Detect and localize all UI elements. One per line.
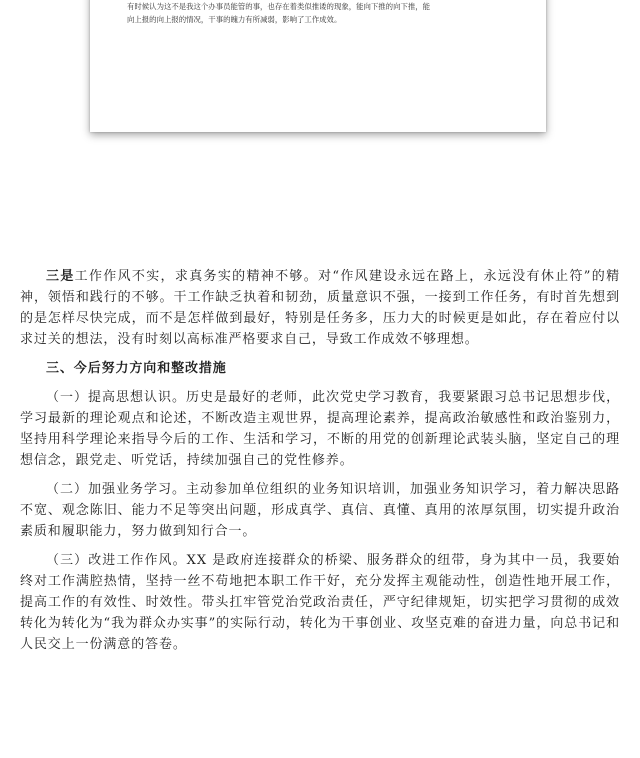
section-heading-3: 三、今后努力方向和整改措施	[46, 361, 227, 376]
paragraph-measure-1: （一）提高思想认识。历史是最好的老师，此次党史学习教育，我要紧跟习总书记思想步伐，学习最新的理论观点和论述，不断改造主观世界，提高理论素养，提高政治敏感性和政治鉴别力，坚持用科学理论来指导今后的工作、生活和学习，不断的用党的创新理论武装头脑，坚定自己的理想信念，跟党走、听党话，持续加强自己的党性修养。	[20, 390, 620, 468]
paragraph-lead: 三是	[46, 269, 75, 284]
page-preview-card	[90, 0, 546, 132]
preview-line-2: 向上报的向上报的情况，干事的魄力有所减弱，影响了工作成效。	[127, 15, 342, 24]
preview-line-1: 有时候认为这不是我这个办事员能管的事，也存在着类似推诿的现象，能向下推的向下推，能	[127, 2, 431, 11]
preview-text	[127, 0, 517, 26]
paragraph-style-problem	[20, 266, 620, 350]
paragraph-measure-2: （二）加强业务学习。主动参加单位组织的业务知识培训，加强业务知识学习，着力解决思路不宽、观念陈旧、能力不足等突出问题，形成真学、真信、真懂、真用的浓厚氛围，切实提升政治素质和履职能力，努力做到知行合一。	[20, 482, 620, 539]
paragraph-text: 工作作风不实，求真务实的精神不够。对“作风建设永远在路上，永远没有休止符”的精神，领悟和践行的不够。干工作缺乏执着和韧劲，质量意识不强，一接到工作任务，有时首先想到的是怎样尽快完成，而不是怎样做到最好，特别是任务多，压力大的时候更是如此，存在着应付以求过关的想法，没有时刻以高标准严格要求自己，导致工作成效不够理想。	[20, 269, 620, 347]
paragraph-measure-3: （三）改进工作作风。XX 是政府连接群众的桥梁、服务群众的纽带，身为其中一员，我要始终对工作满腔热情，坚持一丝不苟地把本职工作干好，充分发挥主观能动性，创造性地开展工作，提高工作的有效性、时效性。带头扛牢管党治党政治责任，严守纪律规矩，切实把学习贯彻的成效转化为转化为“我为群众办实事”的实际行动，转化为干事创业、攻坚克难的奋进力量，向总书记和人民交上一份满意的答卷。	[20, 553, 620, 652]
document-body	[20, 266, 620, 663]
